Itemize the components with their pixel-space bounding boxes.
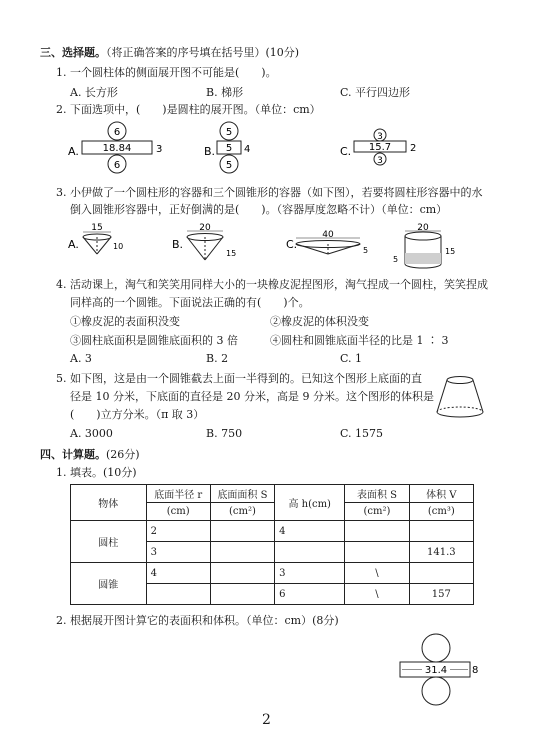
q3-cylinder-water: 5 bbox=[393, 255, 399, 264]
q3-line-1: 3. 小伊做了一个圆柱形的容器和三个圆锥形的容器（如下图），若要将圆柱形容器中的水 bbox=[56, 186, 483, 199]
q3-cylinder-diameter: 20 bbox=[417, 223, 429, 233]
section-3-title: 三、选择题。 bbox=[40, 46, 106, 59]
q2-c-bottom-value: 3 bbox=[377, 156, 383, 166]
fill-in-table bbox=[70, 484, 474, 605]
table-cell[interactable] bbox=[345, 521, 409, 542]
section-4-title: 四、计算题。 bbox=[40, 448, 106, 461]
header-surface-area: 表面积 S bbox=[345, 485, 409, 503]
s4-q2-length: 31.4 bbox=[424, 665, 448, 676]
q2-c-label: C. bbox=[340, 145, 352, 158]
table-row bbox=[71, 563, 474, 584]
q2-a-label: A. bbox=[68, 145, 79, 158]
header-base-area-unit: (cm²) bbox=[210, 503, 274, 521]
header-volume: 体积 V bbox=[409, 485, 473, 503]
q1-stem: 1. 一个圆柱体的侧面展开图不可能是( )。 bbox=[56, 66, 277, 79]
q2-c-top-value: 3 bbox=[377, 132, 383, 142]
q3-c-label: C. bbox=[286, 238, 298, 251]
q2-c-length: 15.7 bbox=[368, 142, 392, 153]
header-radius-unit: (cm) bbox=[146, 503, 210, 521]
q3-cylinder bbox=[393, 223, 455, 268]
q5-option-b: B. 750 bbox=[206, 427, 243, 440]
q5-option-a: A. 3000 bbox=[70, 427, 113, 440]
table-cell[interactable]: 3 bbox=[146, 542, 210, 563]
table-cell: \ bbox=[345, 584, 409, 605]
table-cell[interactable] bbox=[409, 563, 473, 584]
table-cell[interactable]: 2 bbox=[146, 521, 210, 542]
q2-a-length: 18.84 bbox=[102, 143, 132, 154]
table-cell: \ bbox=[345, 563, 409, 584]
q3-cylinder-height: 15 bbox=[445, 247, 456, 256]
header-radius: 底面半径 r bbox=[146, 485, 210, 503]
s4-q2-stem: 2. 根据展开图计算它的表面积和体积。（单位：cm）(8分) bbox=[56, 614, 339, 627]
table-cell[interactable] bbox=[210, 542, 274, 563]
q5-line-1: 5. 如下图，这是由一个圆锥截去上面一半得到的。已知这个图形上底面的直 bbox=[56, 372, 422, 385]
q2-b-bottom-value: 5 bbox=[225, 160, 233, 171]
q3-c-diameter: 40 bbox=[322, 230, 334, 240]
table-cell[interactable]: 4 bbox=[146, 563, 210, 584]
s4-q2-top-circle bbox=[422, 634, 450, 662]
table-cell[interactable]: 6 bbox=[275, 584, 345, 605]
table-cell[interactable] bbox=[210, 584, 274, 605]
table-cell[interactable] bbox=[409, 521, 473, 542]
table-cell[interactable] bbox=[210, 563, 274, 584]
q3-figures bbox=[60, 220, 460, 272]
table-cell[interactable] bbox=[275, 542, 345, 563]
section-3-note: （将正确答案的序号填在括号里）(10分) bbox=[106, 46, 300, 59]
header-height: 高 h(cm) bbox=[275, 485, 345, 521]
table-cell[interactable]: 157 bbox=[409, 584, 473, 605]
q5-option-c: C. 1575 bbox=[340, 427, 384, 440]
q2-net-b bbox=[204, 122, 250, 173]
q2-a-side: 3 bbox=[156, 144, 163, 155]
q5-frustum-figure bbox=[432, 372, 488, 422]
q3-c-height: 5 bbox=[363, 246, 369, 255]
q3-cone-b bbox=[172, 223, 236, 260]
q4-statement-1: ①橡皮泥的表面积没变 bbox=[70, 315, 180, 328]
q4-statement-4: ④圆柱和圆锥底面半径的比是 1 ∶ 3 bbox=[270, 334, 449, 347]
s4-q2-net-figure bbox=[392, 632, 484, 708]
q2-c-side: 2 bbox=[410, 143, 417, 154]
header-volume-unit: (cm³) bbox=[409, 503, 473, 521]
row-label-cone: 圆锥 bbox=[71, 563, 147, 605]
q3-cone-c bbox=[286, 230, 368, 255]
header-surface-area-unit: (cm²) bbox=[345, 503, 409, 521]
table-cell[interactable] bbox=[345, 542, 409, 563]
section-3-heading bbox=[40, 46, 299, 60]
q3-a-diameter: 15 bbox=[91, 223, 103, 233]
q2-figures bbox=[60, 120, 460, 182]
table-row bbox=[71, 521, 474, 542]
q1-option-c: C. 平行四边形 bbox=[340, 86, 411, 99]
section-4-note: (26分) bbox=[106, 448, 140, 461]
q2-a-bottom-value: 6 bbox=[113, 160, 121, 171]
table-cell[interactable]: 141.3 bbox=[409, 542, 473, 563]
q1-option-a: A. 长方形 bbox=[70, 86, 118, 99]
q3-b-diameter: 20 bbox=[199, 223, 211, 233]
q3-b-label: B. bbox=[172, 238, 184, 251]
q5-line-3: ( )立方分米。（π 取 3） bbox=[70, 408, 205, 421]
q2-net-c bbox=[340, 129, 416, 166]
header-base-area: 底面面积 S bbox=[210, 485, 274, 503]
q2-stem: 2. 下面选项中，( )是圆柱的展开图。（单位：cm） bbox=[56, 103, 321, 116]
row-label-cylinder: 圆柱 bbox=[71, 521, 147, 563]
q1-option-b: B. 梯形 bbox=[206, 86, 244, 99]
q3-a-height: 10 bbox=[113, 242, 124, 251]
q2-b-side: 4 bbox=[244, 144, 251, 155]
q2-a-top-value: 6 bbox=[113, 127, 121, 138]
q3-a-label: A. bbox=[68, 238, 79, 251]
q4-statement-3: ③圆柱底面积是圆锥底面积的 3 倍 bbox=[70, 334, 238, 347]
table-cell[interactable]: 3 bbox=[275, 563, 345, 584]
q3-line-2: 倒入圆锥形容器中，正好倒满的是( )。（容器厚度忽略不计）（单位：cm） bbox=[70, 203, 448, 216]
s4-q2-bottom-circle bbox=[422, 677, 450, 705]
table-header-row bbox=[71, 485, 474, 503]
header-object: 物体 bbox=[71, 485, 147, 521]
s4-q1-stem: 1. 填表。(10分) bbox=[56, 466, 137, 479]
q4-option-b: B. 2 bbox=[206, 352, 229, 365]
q4-line-1: 4. 活动课上，淘气和笑笑用同样大小的一块橡皮泥捏图形，淘气捏成一个圆柱，笑笑捏成 bbox=[56, 278, 488, 291]
q3-cone-a bbox=[68, 223, 123, 254]
q2-net-a bbox=[68, 122, 162, 173]
q2-b-length: 5 bbox=[225, 143, 233, 154]
table-cell[interactable] bbox=[146, 584, 210, 605]
q2-b-top-value: 5 bbox=[225, 127, 233, 138]
q2-b-label: B. bbox=[204, 145, 216, 158]
q4-line-2: 同样高的一个圆锥。下面说法正确的有( )个。 bbox=[70, 296, 310, 309]
q4-statement-2: ②橡皮泥的体积没变 bbox=[270, 315, 369, 328]
s4-q2-height: 8 bbox=[472, 665, 479, 676]
q4-option-c: C. 1 bbox=[340, 352, 363, 365]
q4-option-a: A. 3 bbox=[70, 352, 92, 365]
table-cell[interactable] bbox=[210, 521, 274, 542]
q3-b-height: 15 bbox=[226, 249, 237, 258]
page-number: 2 bbox=[262, 712, 271, 728]
table-cell[interactable]: 4 bbox=[275, 521, 345, 542]
section-4-heading bbox=[40, 448, 140, 462]
q5-line-2: 径是 10 分米，下底面的直径是 20 分米，高是 9 分米。这个图形的体积是 bbox=[70, 390, 434, 403]
